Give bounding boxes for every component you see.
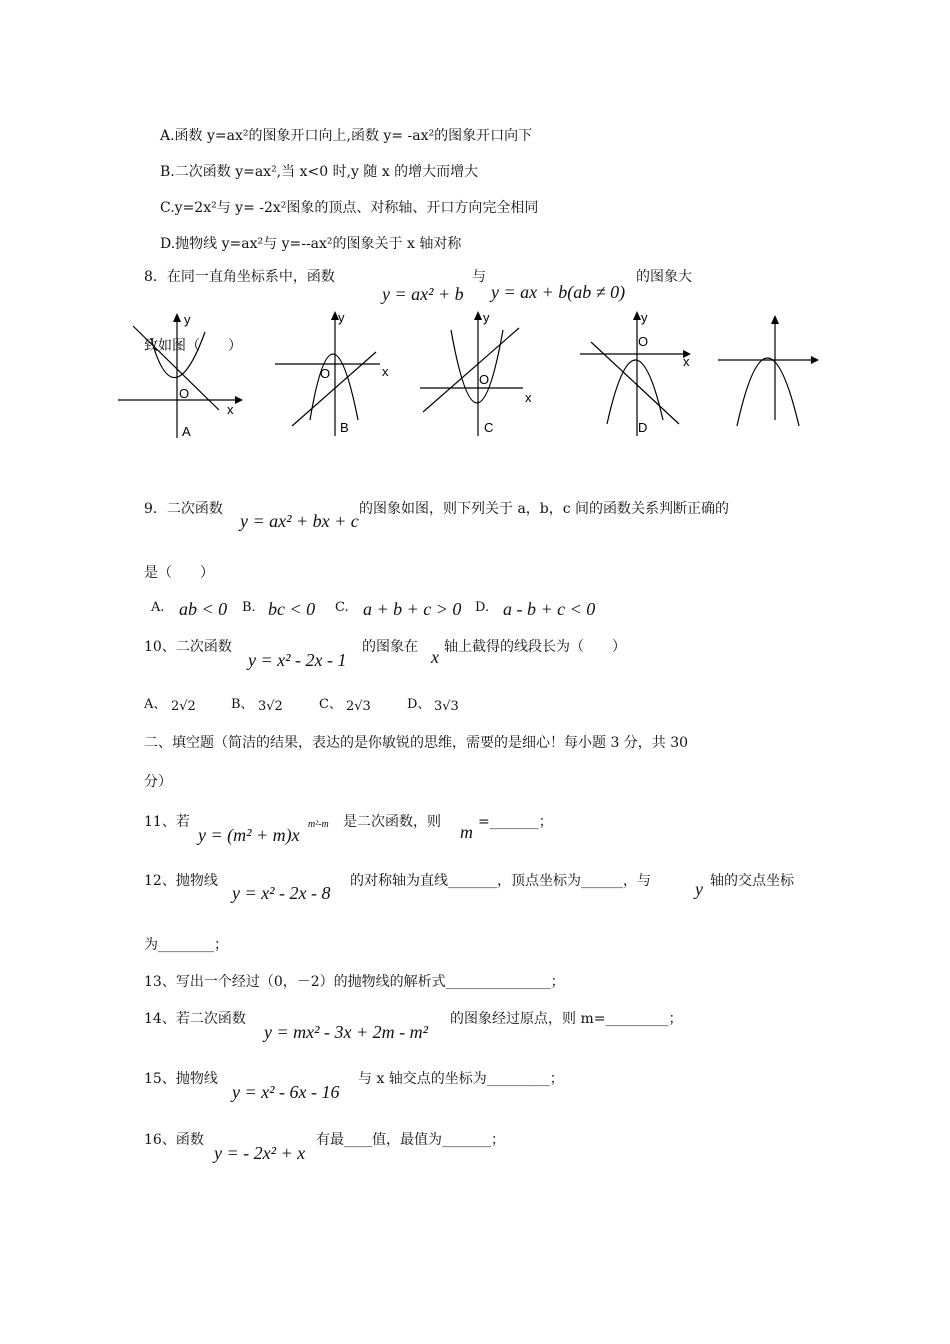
- q16-suffix: 有最____值，最值为_______；: [316, 1132, 505, 1148]
- q9-option-b-label: B.: [242, 600, 256, 615]
- q15-suffix: 与 x 轴交点的坐标为_________；: [358, 1071, 564, 1087]
- q9-option-b: bc < 0: [268, 599, 316, 619]
- graph-d-x-label: x: [683, 354, 690, 369]
- q10-option-a: 2√2: [171, 699, 196, 714]
- graph-d-label: D: [638, 420, 648, 435]
- q11-var: m: [460, 822, 473, 842]
- graph-b-x-label: x: [382, 364, 389, 379]
- graph-b: [270, 308, 400, 438]
- graph-d-y-label: y: [641, 310, 648, 325]
- q11-mid: 是二次函数，则: [343, 814, 441, 830]
- q10-formula: y = x² - 2x - 1: [248, 650, 347, 670]
- graph-a-x-label: x: [227, 402, 234, 417]
- q7-option-c: C.y=2x²与 y= -2x²图象的顶点、对称轴、开口方向完全相同: [160, 200, 539, 216]
- q10-option-c: 2√3: [346, 699, 371, 714]
- graph-a-y-label: y: [184, 312, 191, 327]
- q8-line2: 致如图（ ）: [144, 338, 242, 354]
- q8-prefix: 8．在同一直角坐标系中，函数: [144, 269, 335, 285]
- q12-line2: 为________；: [144, 937, 228, 953]
- q9-option-d-label: D.: [475, 600, 490, 615]
- q9-formula: y = ax² + bx + c: [240, 511, 359, 531]
- q8-suffix: 的图象大: [636, 269, 692, 285]
- q16-formula: y = - 2x² + x: [214, 1143, 306, 1163]
- q8-formula-1: y = ax² + b: [382, 284, 464, 304]
- q9-suffix: 的图象如图，则下列关于 a，b，c 间的函数关系判断正确的: [359, 501, 730, 517]
- graph-d-origin: O: [638, 334, 649, 349]
- q12-suffix: 轴的交点坐标: [710, 873, 794, 889]
- graph-c-label: C: [484, 420, 494, 435]
- q10-option-b: 3√2: [258, 699, 283, 714]
- q11-suffix: =_______；: [478, 814, 553, 830]
- q7-option-b: B.二次函数 y=ax²,当 x<0 时,y 随 x 的增大而增大: [160, 164, 479, 180]
- q8-formula-2: y = ax + b(ab ≠ 0): [491, 282, 626, 302]
- graph-c-origin: O: [479, 372, 490, 387]
- graph-b-label: B: [340, 420, 349, 435]
- q12-prefix: 12、抛物线: [144, 873, 218, 889]
- q11-prefix: 11、若: [144, 814, 190, 830]
- q11-formula: y = (m² + m)x: [198, 825, 300, 845]
- q14-suffix: 的图象经过原点，则 m=_________；: [450, 1011, 683, 1027]
- q14-formula: y = mx² - 3x + 2m - m²: [264, 1022, 429, 1042]
- q12-mid: 的对称轴为直线_______，顶点坐标为______，与: [350, 873, 651, 889]
- q10-option-a-label: A、: [144, 697, 167, 712]
- q10-option-c-label: C、: [319, 697, 342, 712]
- q10-prefix: 10、二次函数: [144, 639, 232, 655]
- section-2-heading: 二、填空题（简洁的结果，表达的是你敏锐的思维，需要的是细心！每小题 3 分，共 30: [144, 735, 689, 751]
- q10-var: x: [431, 647, 439, 667]
- q15-formula: y = x² - 6x - 16: [232, 1082, 340, 1102]
- graph-a: [115, 310, 245, 440]
- q12-formula: y = x² - 2x - 8: [232, 883, 331, 903]
- section-2-heading-cont: 分）: [144, 774, 172, 790]
- q10-option-d: 3√3: [434, 699, 459, 714]
- q10-suffix: 轴上截得的线段长为（ ）: [444, 639, 626, 655]
- q9-option-c-label: C.: [335, 600, 349, 615]
- q8-mid: 与: [472, 269, 486, 285]
- q10-option-b-label: B、: [231, 697, 254, 712]
- graph-c-x-label: x: [525, 390, 532, 405]
- q9-line2: 是（ ）: [144, 565, 214, 581]
- q14-prefix: 14、若二次函数: [144, 1011, 246, 1027]
- q9-option-c: a + b + c > 0: [363, 599, 462, 619]
- q7-option-d: D.抛物线 y=ax²与 y=--ax²的图象关于 x 轴对称: [160, 236, 462, 252]
- graph-c-y-label: y: [483, 310, 490, 325]
- q15-prefix: 15、抛物线: [144, 1071, 218, 1087]
- q16-prefix: 16、函数: [144, 1132, 204, 1148]
- q13-text: 13、写出一个经过（0，－2）的抛物线的解析式_______________；: [144, 974, 565, 990]
- graph-q9: [715, 308, 830, 438]
- q9-option-a: ab < 0: [179, 599, 228, 619]
- graph-b-origin: O: [320, 366, 331, 381]
- q10-mid: 的图象在: [362, 639, 418, 655]
- q9-option-a-label: A.: [151, 600, 165, 615]
- q10-option-d-label: D、: [407, 697, 431, 712]
- graph-a-origin: O: [179, 386, 190, 401]
- graph-b-y-label: y: [338, 310, 345, 325]
- q7-option-a: A.函数 y=ax²的图象开口向上,函数 y= -ax²的图象开口向下: [160, 128, 533, 144]
- q11-exponent: m²-m: [308, 819, 329, 830]
- graph-c: [415, 308, 545, 438]
- graph-d: [575, 308, 705, 438]
- q9-prefix: 9．二次函数: [144, 501, 223, 517]
- q12-var: y: [695, 879, 703, 899]
- q9-option-d: a - b + c < 0: [503, 599, 596, 619]
- graph-a-label: A: [182, 424, 191, 439]
